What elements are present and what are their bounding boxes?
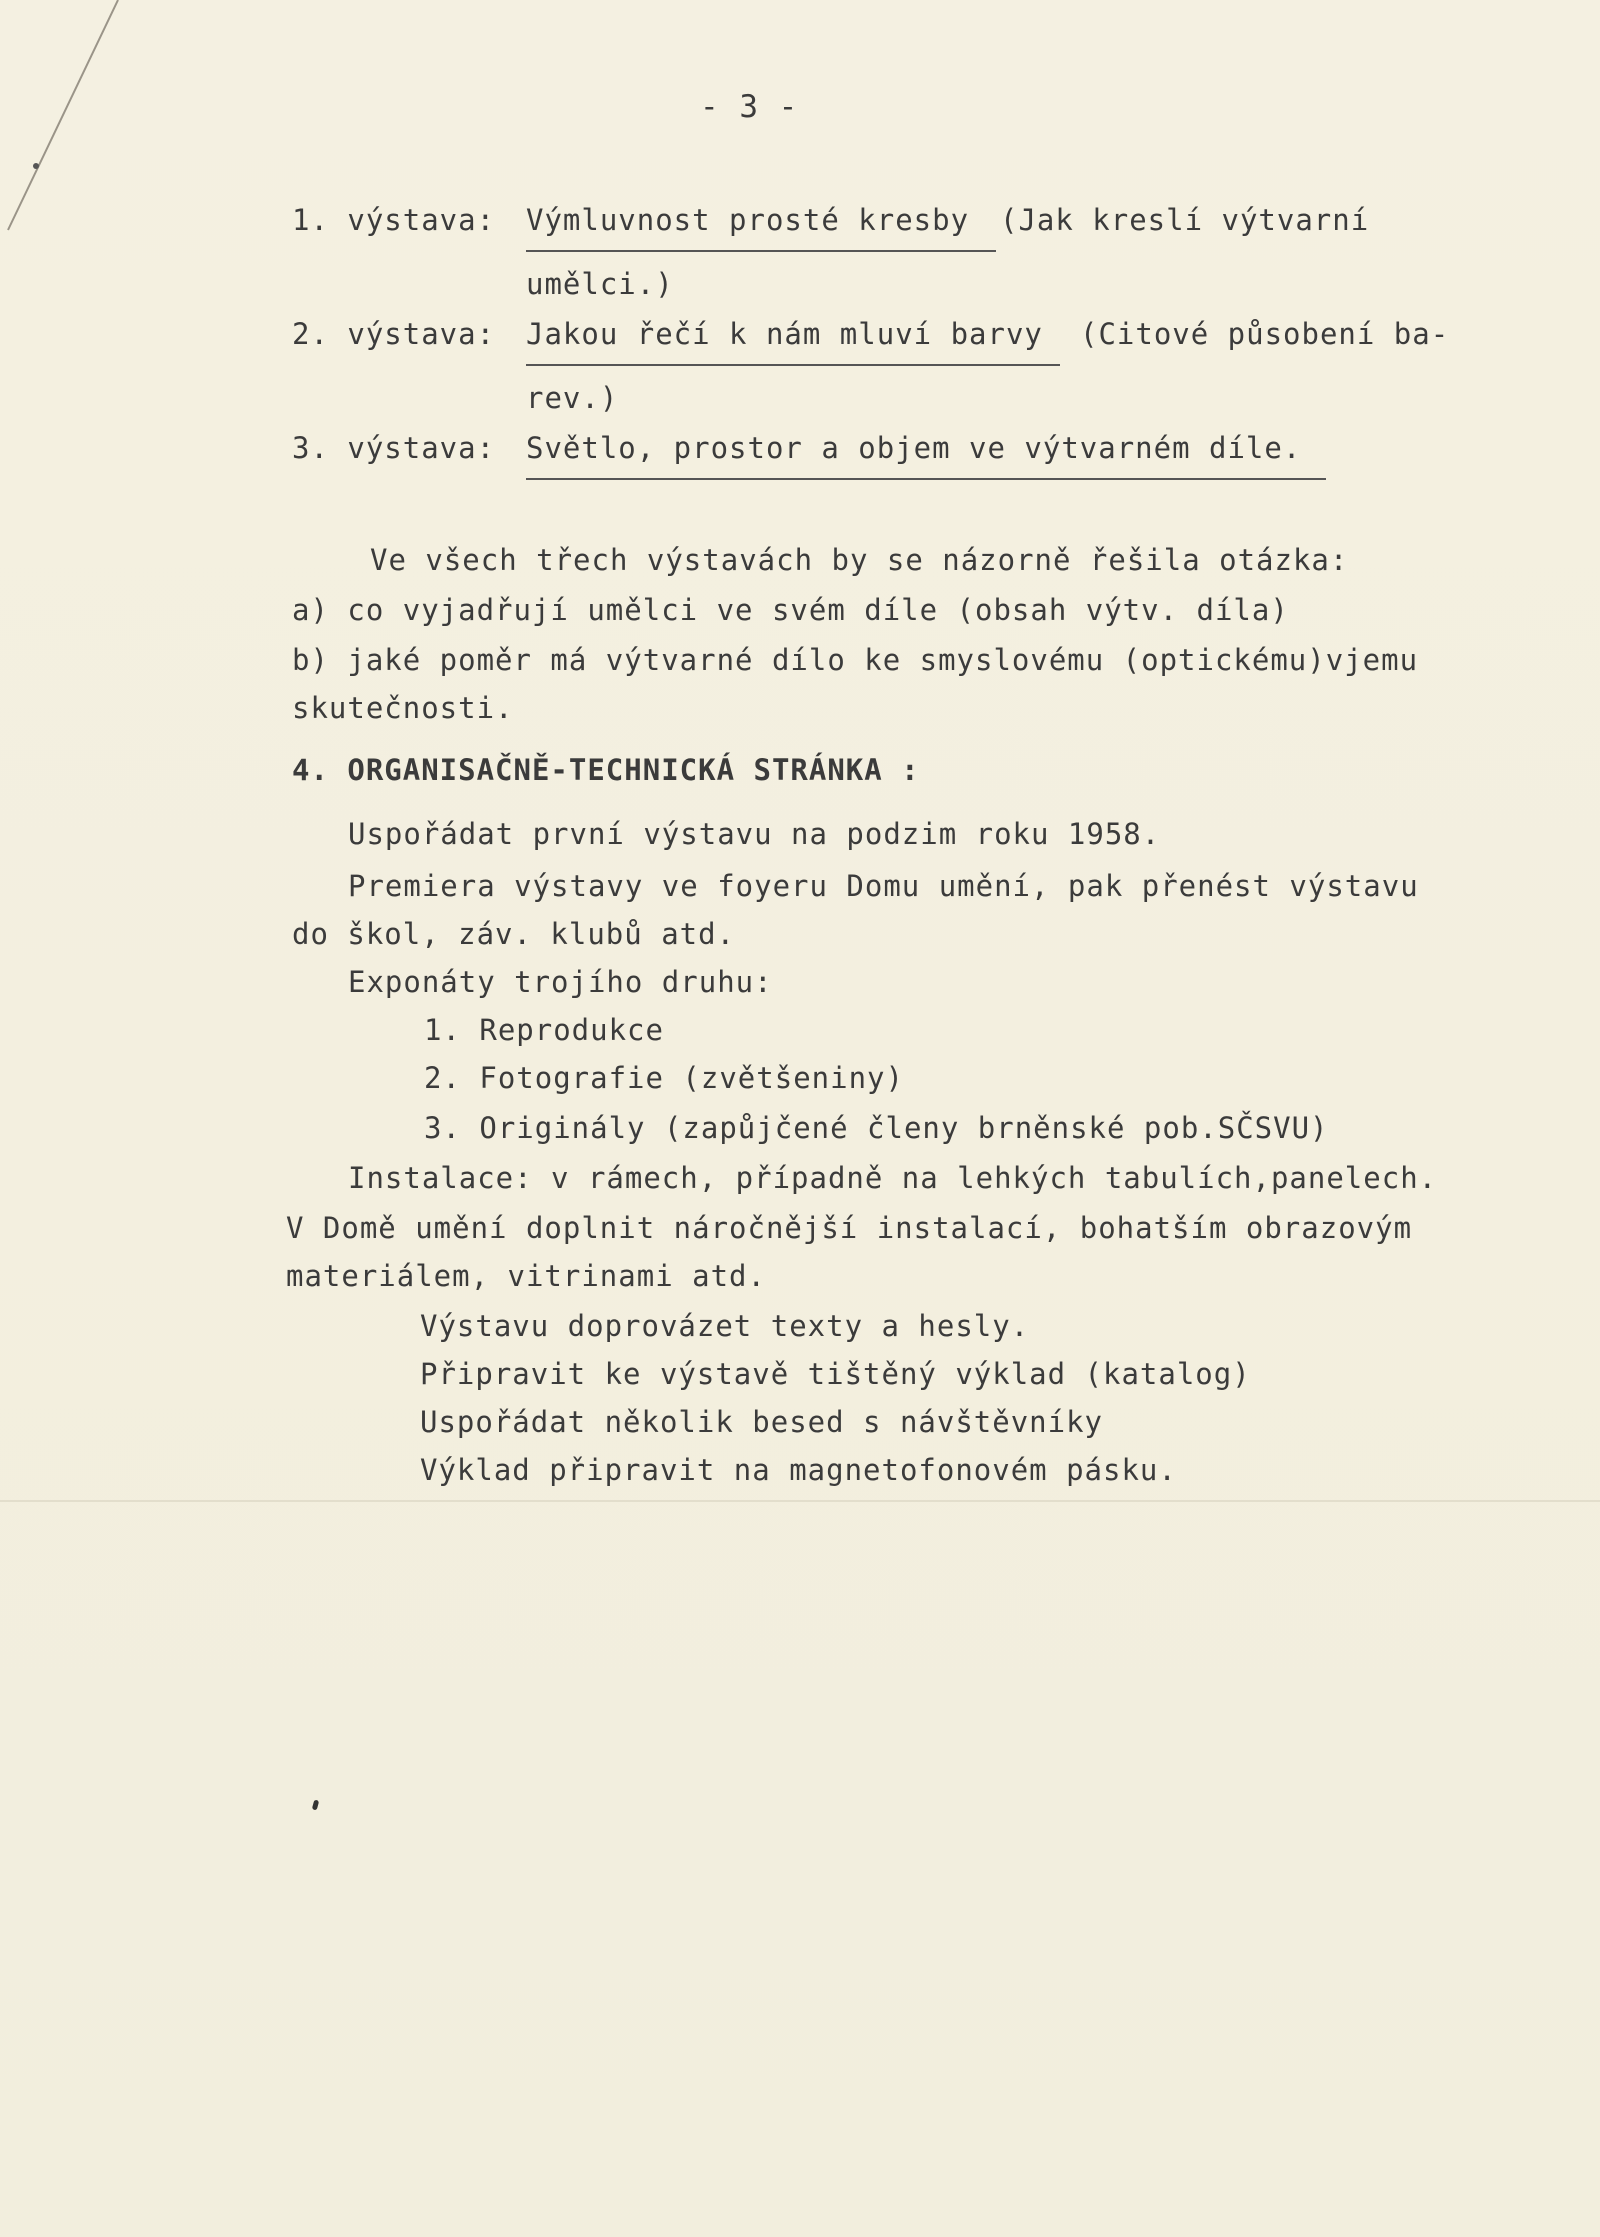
task-2: Připravit ke výstavě tištěný výklad (katalog) — [420, 1357, 1251, 1391]
exhibition-2-label: 2. výstava: — [292, 317, 496, 351]
installation-line-3: materiálem, vitrinami atd. — [286, 1259, 766, 1293]
exhibition-2-title: Jakou řečí k nám mluví barvy — [526, 317, 1043, 351]
exhibition-3-underline — [526, 478, 1326, 480]
task-4: Výklad připravit na magnetofonovém pásku. — [420, 1453, 1177, 1487]
installation-line-1: Instalace: v rámech, případně na lehkých tabulích,panelech. — [348, 1161, 1438, 1195]
question-b-continuation: skutečnosti. — [292, 691, 514, 725]
task-1: Výstavu doprovázet texty a hesly. — [420, 1309, 1030, 1343]
question-a: a) co vyjadřují umělci ve svém díle (obsah výtv. díla) — [292, 593, 1289, 627]
exhibit-type-2: 2. Fotografie (zvětšeniny) — [424, 1061, 904, 1095]
margin-pencil-mark — [0, 0, 140, 240]
task-3: Uspořádat několik besed s návštěvníky — [420, 1405, 1104, 1439]
exhibition-2-underline — [526, 364, 1060, 366]
premiere-line-2: do škol, záv. klubů atd. — [292, 917, 736, 951]
exhibition-2-continuation: rev.) — [526, 381, 619, 415]
ink-speck — [312, 1800, 319, 1811]
exhibition-1-continuation: umělci.) — [526, 267, 674, 301]
question-b: b) jaké poměr má výtvarné dílo ke smyslovému (optickému)vjemu — [292, 643, 1419, 677]
exhibition-2-subtitle: (Citové působení ba- — [1080, 317, 1450, 351]
section-heading: 4. ORGANISAČNĚ-TECHNICKÁ STRÁNKA : — [292, 753, 920, 787]
question-intro: Ve všech třech výstavách by se názorně řešila otázka: — [370, 543, 1349, 577]
installation-line-2: V Domě umění doplnit náročnější instalací, bohatším obrazovým — [286, 1211, 1413, 1245]
exhibition-1-underline — [526, 250, 996, 252]
exhibition-3-label: 3. výstava: — [292, 431, 496, 465]
exhibition-1-label: 1. výstava: — [292, 203, 496, 237]
exhibit-type-1: 1. Reprodukce — [424, 1013, 664, 1047]
exhibition-1-title: Výmluvnost prosté kresby — [526, 203, 970, 237]
exhibition-1-subtitle: (Jak kreslí výtvarní — [1000, 203, 1370, 237]
exhibits-intro: Exponáty trojího druhu: — [348, 965, 773, 999]
page-fold — [0, 1500, 1600, 1502]
first-exhibition-text: Uspořádat první výstavu na podzim roku 1958. — [348, 817, 1161, 851]
exhibit-type-3: 3. Originály (zapůjčené členy brněnské pob.SČSVU) — [424, 1111, 1329, 1145]
exhibition-3-title: Světlo, prostor a objem ve výtvarném díle. — [526, 431, 1302, 465]
premiere-line-1: Premiera výstavy ve foyeru Domu umění, pak přenést výstavu — [348, 869, 1419, 903]
page-number: - 3 - — [700, 89, 799, 125]
